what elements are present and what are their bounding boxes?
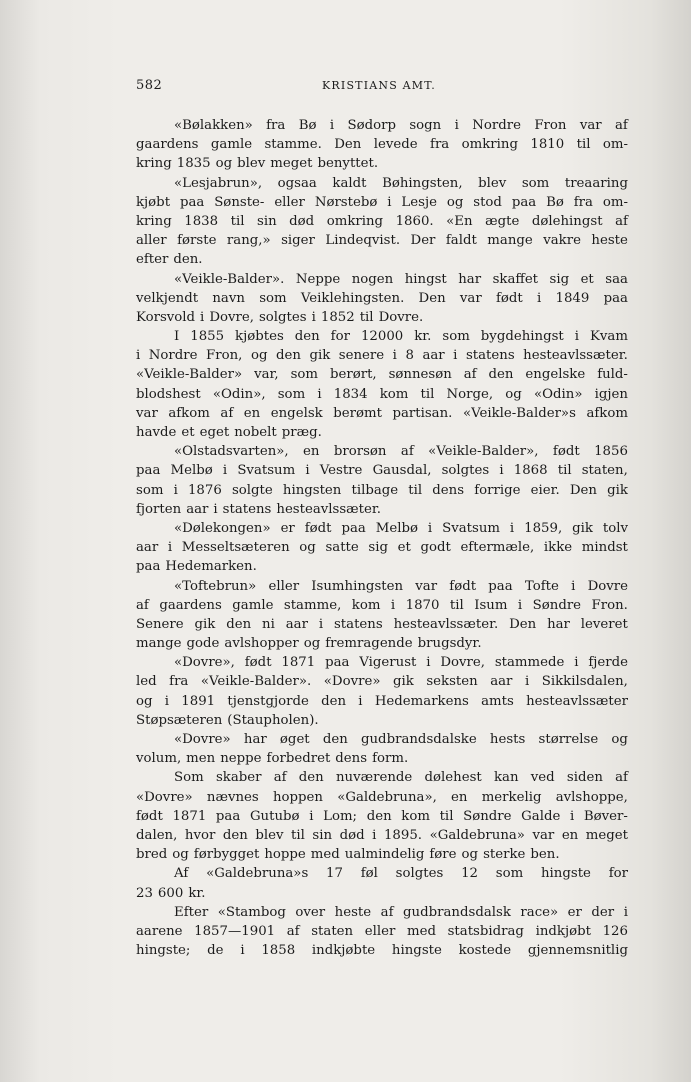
text-line: kring 1838 til sin død omkring 1860. «En ægte dølehingst af [136, 213, 628, 229]
text-line: «Dovre» nævnes hoppen «Galdebruna», en merkelig avlshoppe, [136, 789, 628, 805]
text-line: havde et eget nobelt præg. [136, 425, 322, 440]
text-line: I 1855 kjøbtes den for 12000 kr. som bygdehingst i Kvam [174, 329, 628, 345]
text-line: velkjendt navn som Veiklehingsten. Den var født i 1849 paa [136, 290, 628, 306]
text-line: volum, men neppe forbedret dens form. [136, 751, 409, 767]
text-line: kring 1835 og blev meget benyttet. [136, 156, 379, 172]
text-line: fjorten aar i statens hesteavlssæter. [136, 501, 382, 517]
text-line: paa Melbø i Svatsum i Vestre Gausdal, solgtes i 1868 til staten, [136, 463, 628, 479]
text-line: «Lesjabrun», ogsaa kaldt Bøhingsten, blev som treaaring [174, 175, 628, 191]
text-line: dalen, hvor den blev til sin død i 1895. «Galdebruna» var en meget [136, 827, 628, 843]
text-line: Korsvold i Dovre, solgtes i 1852 til Dovre. [136, 309, 424, 325]
page-number: 582 [136, 78, 163, 93]
text-line: som i 1876 solgte hingsten tilbage til dens forrige eier. Den gik [136, 482, 628, 498]
running-head: KRISTIANS AMT. [322, 79, 436, 92]
text-line: Som skaber af den nuværende dølehest kan ved siden af [174, 770, 628, 786]
text-line: «Olstadsvarten», en brorsøn af «Veikle-Balder», født 1856 [174, 444, 628, 460]
text-line: Støpsæteren (Staupholen). [136, 712, 319, 728]
text-line: «Toftebrun» eller Isumhingsten var født paa Tofte i Dovre [174, 578, 628, 594]
text-line: mange gode avlshopper og fremragende brugsdyr. [136, 636, 482, 652]
text-line: blodshest «Odin», som i 1834 kom til Norge, og «Odin» igjen [136, 386, 628, 402]
text-line: aarene 1857—1901 af staten eller med statsbidrag indkjøbt 126 [136, 923, 628, 939]
text-line: «Bølakken» fra Bø i Sødorp sogn i Nordre Fron var af [174, 118, 628, 133]
text-line: paa Hedemarken. [136, 559, 257, 575]
text-line: gaardens gamle stamme. Den levede fra omkring 1810 til om- [136, 137, 628, 153]
text-line: var afkom af en engelsk berømt partisan. «Veikle-Balder»s afkom [136, 405, 628, 421]
text-line: født 1871 paa Gutubø i Lom; den kom til Søndre Galde i Bøver- [136, 808, 628, 824]
text-line: hingste; de i 1858 indkjøbte hingste kostede gjennemsnitlig [136, 943, 628, 959]
text-line: «Dølekongen» er født paa Melbø i Svatsum i 1859, gik tolv [174, 520, 628, 536]
text-line: aller første rang,» siger Lindeqvist. Der faldt mange vakre heste [136, 233, 628, 249]
text-line: «Veikle-Balder». Neppe nogen hingst har skaffet sig et saa [174, 271, 628, 287]
body-text [136, 116, 628, 960]
text-line: Senere gik den ni aar i statens hesteavlssæter. Den har leveret [136, 616, 628, 632]
text-line: bred og førbygget hoppe med ualmindelig føre og sterke ben. [136, 847, 560, 863]
text-line: «Veikle-Balder» var, som berørt, sønnesøn af den engelske fuld- [136, 367, 628, 383]
text-line: «Dovre» har øget den gudbrandsdalske hests størrelse og [174, 732, 628, 747]
page-header [136, 78, 628, 98]
text-line: «Dovre», født 1871 paa Vigerust i Dovre, stammede i fjerde [174, 655, 628, 671]
text-line: efter den. [136, 252, 203, 268]
text-line: i Nordre Fron, og den gik senere i 8 aar i statens hesteavlssæter. [136, 348, 628, 364]
text-line: af gaardens gamle stamme, kom i 1870 til Isum i Søndre Fron. [136, 597, 628, 613]
text-line: led fra «Veikle-Balder». «Dovre» gik seksten aar i Sikkilsdalen, [136, 674, 628, 690]
text-line: kjøbt paa Sønste- eller Nørstebø i Lesje og stod paa Bø fra om- [136, 194, 628, 210]
text-line: Efter «Stambog over heste af gudbrandsdalsk race» er der i [174, 904, 628, 920]
text-line: og i 1891 tjenstgjorde den i Hedemarkens amts hesteavlssæter [136, 693, 628, 709]
text-line: 23 600 kr. [136, 885, 206, 901]
text-line: Af «Galdebruna»s 17 føl solgtes 12 som hingste for [174, 866, 628, 882]
text-line: aar i Messeltsæteren og satte sig et godt eftermæle, ikke mindst [136, 540, 628, 556]
